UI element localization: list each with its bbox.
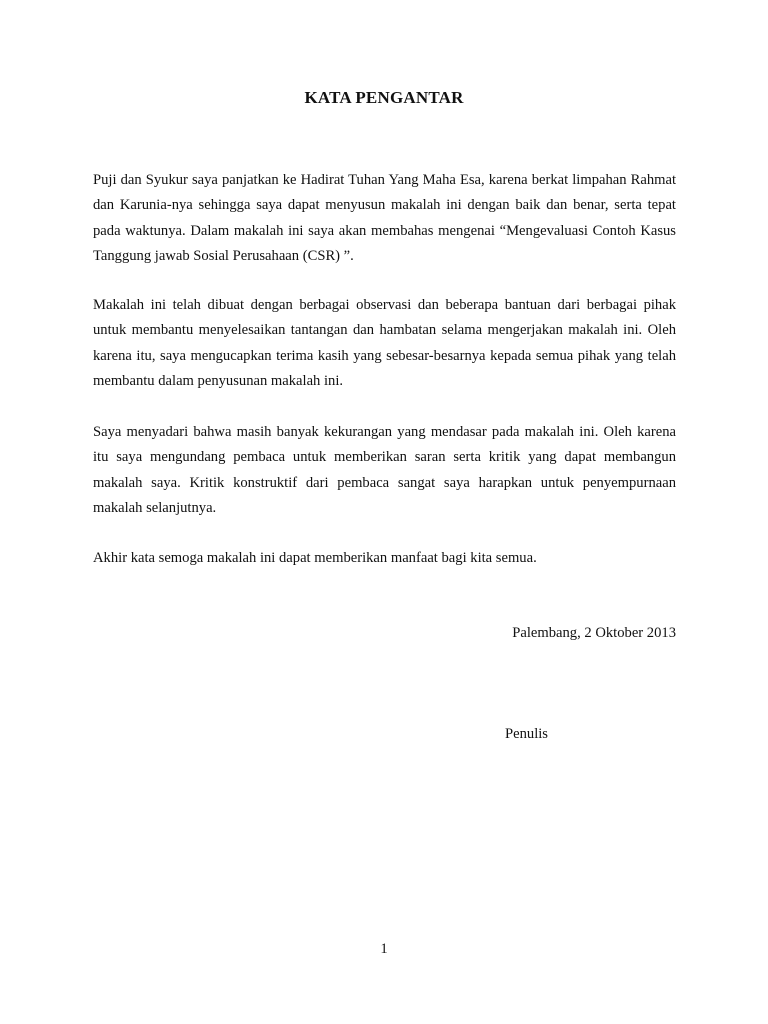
place-date: Palembang, 2 Oktober 2013 <box>512 625 676 641</box>
signer-label: Penulis <box>505 726 548 742</box>
paragraph-limitations: Saya menyadari bahwa masih banyak kekurangan yang mendasar pada makalah ini. Oleh karena itu saya mengundang pembaca untuk memberikan saran serta kritik yang dapat membangun makalah saya. Kritik konstruktif dari pembaca sangat saya harapkan untuk penyempurnaan makalah selanjutnya. <box>93 424 676 516</box>
page-title: KATA PENGANTAR <box>304 88 464 107</box>
page-number: 1 <box>380 941 388 957</box>
paragraph-acknowledgement: Makalah ini telah dibuat dengan berbagai observasi dan beberapa bantuan dari berbagai pihak untuk membantu menyelesaikan tantangan dan hambatan selama mengerjakan makalah ini. Oleh karena itu, saya mengucapkan terima kasih yang sebesar-besarnya kepada semua pihak yang telah membantu dalam penyusunan makalah ini. <box>93 297 676 389</box>
paragraph-closing: Akhir kata semoga makalah ini dapat memberikan manfaat bagi kita semua. <box>93 550 537 566</box>
paragraph-opening: Puji dan Syukur saya panjatkan ke Hadirat Tuhan Yang Maha Esa, karena berkat limpahan Rahmat dan Karunia-nya sehingga saya dapat menyusun makalah ini dengan baik dan benar, serta tepat pada waktunya. Dalam makalah ini saya akan membahas mengenai “Mengevaluasi Contoh Kasus Tanggung jawab Sosial Perusahaan (CSR) ”. <box>93 172 676 264</box>
